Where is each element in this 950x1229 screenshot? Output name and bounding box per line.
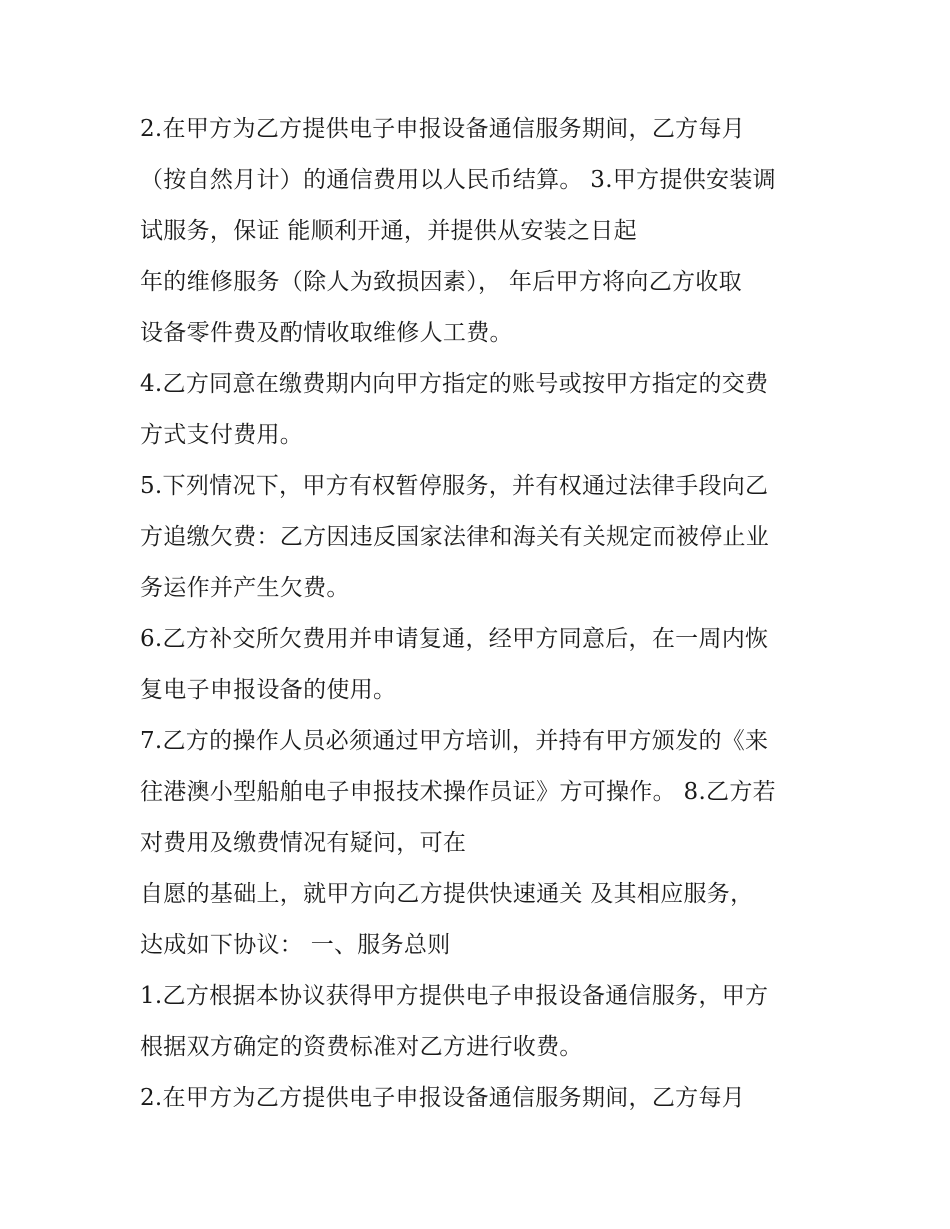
text-line: 6.乙方补交所欠费用并申请复通，经甲方同意后，在一周内恢 <box>140 626 769 652</box>
text-line: 2.在甲方为乙方提供电子申报设备通信服务期间，乙方每月 <box>140 116 746 142</box>
text-line: 方追缴欠费：乙方因违反国家法律和海关有关规定而被停止业 <box>140 524 770 550</box>
text-line: 达成如下协议： 一、服务总则 <box>140 932 451 958</box>
text-line: 对费用及缴费情况有疑问，可在 <box>140 830 467 856</box>
text-line: 设备零件费及酌情收取维修人工费。 <box>140 320 513 346</box>
text-line: （按自然月计）的通信费用以人民币结算。 3.甲方提供安装调 <box>140 167 776 193</box>
text-line: 务运作并产生欠费。 <box>140 575 350 601</box>
text-line: 4.乙方同意在缴费期内向甲方指定的账号或按甲方指定的交费 <box>140 371 769 397</box>
text-line: 2.在甲方为乙方提供电子申报设备通信服务期间，乙方每月 <box>140 1085 746 1111</box>
text-line: 自愿的基础上，就甲方向乙方提供快速通关 及其相应服务， <box>140 881 754 907</box>
text-line: 7.乙方的操作人员必须通过甲方培训，并持有甲方颁发的《来 <box>140 728 769 754</box>
text-line: 往港澳小型船舶电子申报技术操作员证》方可操作。 8.乙方若 <box>140 779 776 805</box>
text-line: 试服务，保证 能顺利开通，并提供从安装之日起 <box>140 218 637 244</box>
text-line: 1.乙方根据本协议获得甲方提供电子申报设备通信服务，甲方 <box>140 983 769 1009</box>
text-line: 5.下列情况下，甲方有权暂停服务，并有权通过法律手段向乙 <box>140 473 769 499</box>
text-line: 方式支付费用。 <box>140 422 304 448</box>
text-line: 年的维修服务（除人为致损因素）， 年后甲方将向乙方收取 <box>140 269 742 295</box>
text-line: 复电子申报设备的使用。 <box>140 677 397 703</box>
text-line: 根据双方确定的资费标准对乙方进行收费。 <box>140 1034 583 1060</box>
